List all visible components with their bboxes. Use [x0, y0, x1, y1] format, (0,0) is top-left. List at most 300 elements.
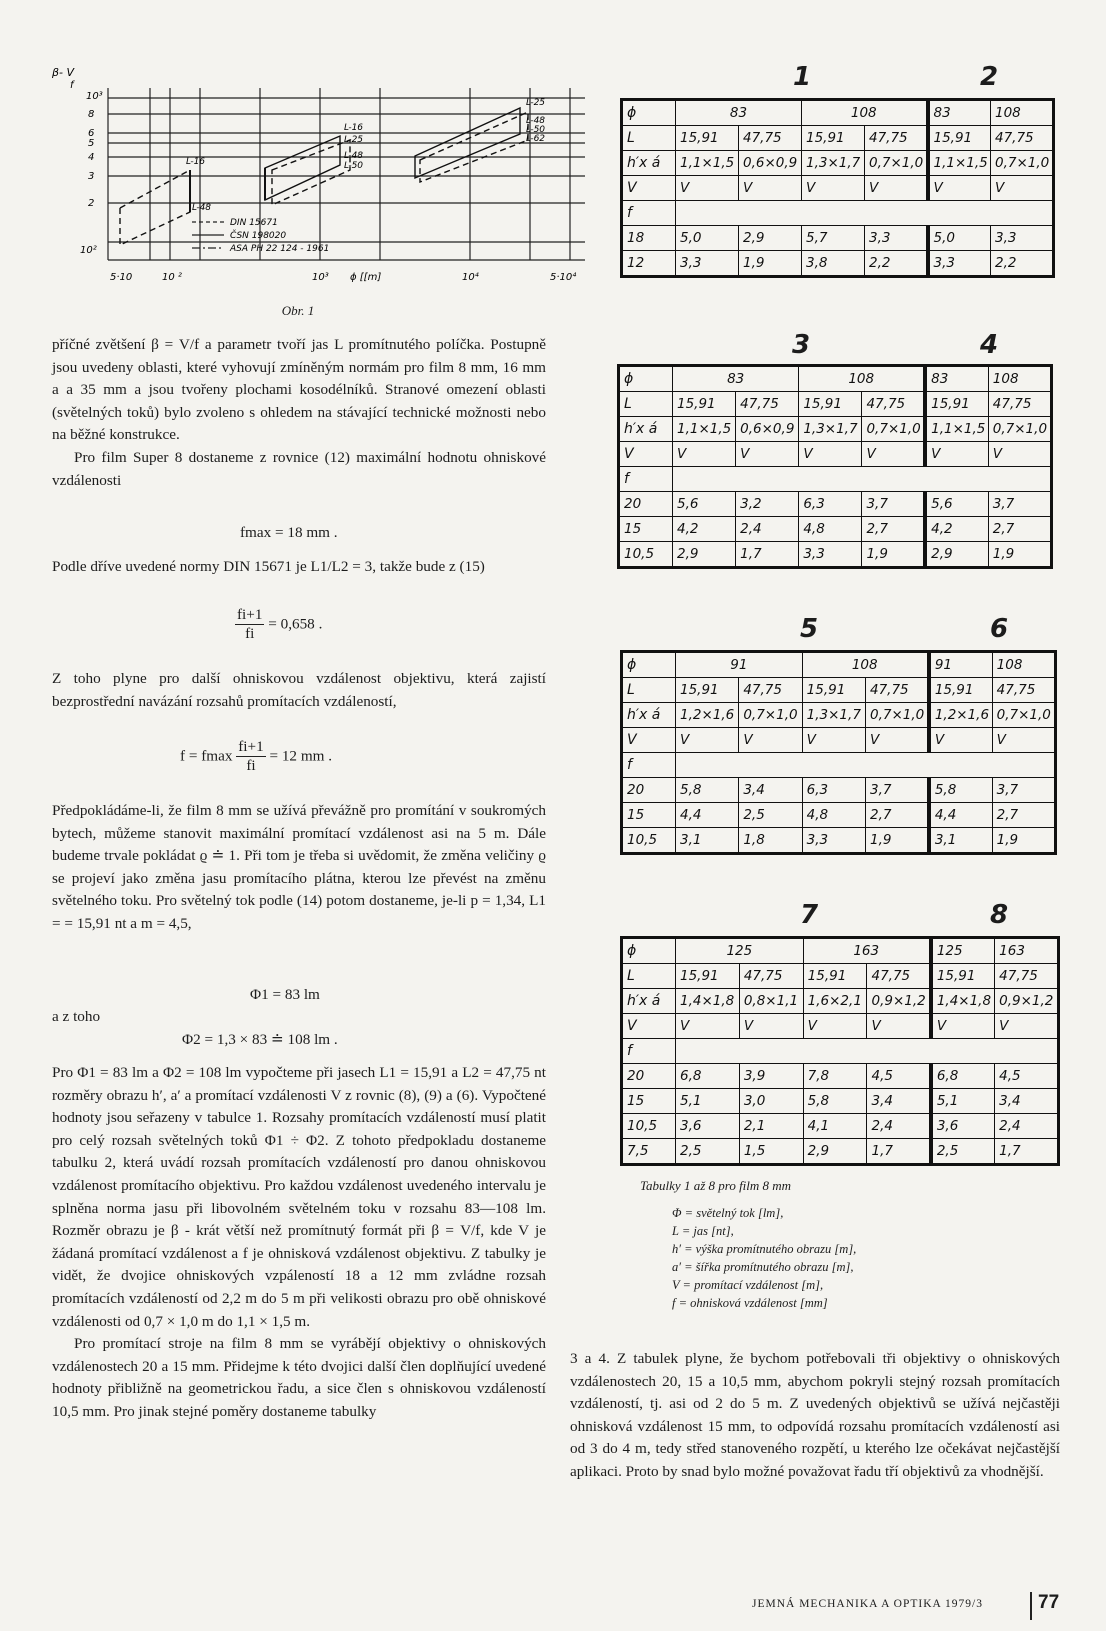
table-cell: 2,5: [931, 1139, 995, 1165]
table-cell: [673, 467, 1052, 492]
table-cell: 4,4: [676, 803, 739, 828]
table-cell: 4,5: [995, 1064, 1059, 1089]
table-cell: 20: [619, 492, 673, 517]
table-cell: 3,4: [739, 778, 802, 803]
table-cell: 2,5: [739, 803, 802, 828]
table-cell: 3,7: [988, 492, 1051, 517]
table-cell: 15: [622, 1089, 676, 1114]
table-cell: 1,3×1,7: [799, 417, 862, 442]
table-cell: 15,91: [676, 126, 739, 151]
table-cell: 83: [925, 366, 988, 392]
table-cell: 1,1×1,5: [673, 417, 736, 442]
table-cell: V: [622, 1014, 676, 1039]
text-az-toho: a z toho: [52, 1008, 101, 1025]
table-cell: 1,3×1,7: [802, 703, 865, 728]
table-cell: 3,6: [931, 1114, 995, 1139]
table-cell: 3,3: [928, 251, 991, 277]
table-cell: 20: [622, 778, 676, 803]
table-cell: 1,1×1,5: [676, 151, 739, 176]
table-row: [619, 467, 1052, 492]
table-cell: 3,4: [995, 1089, 1059, 1114]
table-cell: 91: [929, 652, 992, 678]
table-row: [619, 492, 1052, 517]
table-cell: 5,1: [931, 1089, 995, 1114]
curve-label: L-48: [192, 203, 212, 213]
table-number: 8: [990, 900, 1009, 930]
table-cell: 1,7: [867, 1139, 931, 1165]
table-cell: 3,9: [739, 1064, 803, 1089]
table-cell: 108: [988, 366, 1051, 392]
y-axis-label-top: β- V: [52, 66, 75, 79]
table-row: [622, 938, 1059, 964]
legend-definition: h′ = výška promítnutého obrazu [m],: [672, 1242, 857, 1256]
curve-label: L-48: [344, 151, 364, 161]
table-cell: 0,7×1,0: [862, 417, 925, 442]
y-tick-exp3: 10³: [86, 91, 103, 102]
table-cell: [676, 201, 1054, 226]
table-cell: 6,8: [931, 1064, 995, 1089]
table-cell: L: [622, 126, 676, 151]
table-cell: f: [622, 201, 676, 226]
table-cell: 0,7×1,0: [865, 151, 928, 176]
table-cell: 1,9: [862, 542, 925, 568]
table-cell: 1,6×2,1: [803, 989, 867, 1014]
equation-rest: = 12 mm .: [269, 747, 333, 765]
table-cell: 0,6×0,9: [736, 417, 799, 442]
curve-label: L-16: [344, 123, 364, 133]
y-tick: 3: [88, 171, 95, 182]
table-cell: V: [928, 176, 991, 201]
table-cell: 0,7×1,0: [988, 417, 1051, 442]
table-row: [622, 251, 1054, 277]
fraction-numerator: fi+1: [237, 606, 263, 623]
curve-label: L-25: [526, 98, 546, 108]
table-row: [619, 366, 1052, 392]
table-cell: V: [736, 442, 799, 467]
table-cell: V: [802, 176, 865, 201]
table-cell: 47,75: [739, 126, 802, 151]
table-cell: V: [799, 442, 862, 467]
table-cell: 15,91: [802, 678, 865, 703]
table-cell: 15: [619, 517, 673, 542]
equation-left: f = fmax: [180, 747, 233, 765]
table-cell: 1,1×1,5: [928, 151, 991, 176]
table-cell: 0,6×0,9: [739, 151, 802, 176]
symbol-legend: [672, 1204, 1032, 1312]
fraction-denominator: fi: [246, 757, 256, 774]
table-cell: 2,4: [995, 1114, 1059, 1139]
table-cell: 1,4×1,8: [676, 989, 740, 1014]
table-cell: 7,8: [803, 1064, 867, 1089]
table-row: [622, 1014, 1059, 1039]
table-cell: 108: [992, 652, 1055, 678]
table-cell: V: [988, 442, 1051, 467]
table-cell: 108: [799, 366, 925, 392]
table-cell: V: [676, 176, 739, 201]
left-column: [52, 800, 546, 936]
table-cell: 12: [622, 251, 676, 277]
table-cell: V: [622, 728, 676, 753]
table-cell: 5,6: [925, 492, 988, 517]
table-cell: 5,8: [803, 1089, 867, 1114]
table-cell: 2,5: [676, 1139, 740, 1165]
table-cell: V: [925, 442, 988, 467]
equation-phi2: Φ2 = 1,3 × 83 ≐ 108 lm .: [182, 1031, 338, 1048]
table-cell: 1,7: [736, 542, 799, 568]
tables-caption: Tabulky 1 až 8 pro film 8 mm: [640, 1178, 792, 1193]
table-cell: V: [992, 728, 1055, 753]
x-tick: 5·10: [110, 272, 133, 283]
table-cell: 3,8: [802, 251, 865, 277]
legend-definition: L = jas [nt],: [672, 1224, 734, 1238]
curve-label: L-50: [526, 125, 546, 135]
left-column: [52, 1062, 546, 1424]
x-tick: 5·10⁴: [550, 272, 577, 283]
equation-rest: = 0,658 .: [268, 615, 323, 633]
table-row: [622, 1114, 1059, 1139]
table-1-2: [620, 98, 1055, 278]
journal-footer: JEMNÁ MECHANIKA A OPTIKA 1979/3: [752, 1598, 983, 1610]
table-cell: 1,9: [992, 828, 1055, 854]
table-row: [622, 1064, 1059, 1089]
table-cell: 2,7: [992, 803, 1055, 828]
table-cell: 3,7: [865, 778, 928, 803]
table-cell: V: [867, 1014, 931, 1039]
table-row: [622, 753, 1056, 778]
table-cell: 5,7: [802, 226, 865, 251]
legend-definition: a′ = šířka promítnutého obrazu [m],: [672, 1260, 854, 1274]
table-cell: 47,75: [862, 392, 925, 417]
table-cell: V: [802, 728, 865, 753]
table-row: [622, 126, 1054, 151]
table-cell: f: [619, 467, 673, 492]
paragraph: Pro Φ1 = 83 lm a Φ2 = 108 lm vypočteme při jasech L1 = 15,91 a L2 = 47,75 nt rozměry obrazu h′, a′ a promítací vzdálenosti V z rovnic (8), (9) a (6). Vypočtené hodnoty jsou seřazeny v tabulce 1. Rozsahy promítacích vzdáleností musí platit pro celý rozsah světelných toků Φ1 ÷ Φ2. Z tohoto předpokladu dostaneme tabulku 2, která uvádí rozsah promítacích vzdáleností pro danou ohniskovou vzdálenost promítacího objektivu. Pro každou vzdálenost uvedeného intervalu je splněna norma jasu při libovolném světelném toku v rozsahu 83—108 lm. Rozměr obrazu je β - krát větší než promítnutý formát při β = V/f, kde V je žádaná promítací vzdálenost a f je ohnisková vzdálenost objektivu. Z tabulky je vidět, že dvojice ohniskových vzpáleností 18 a 12 mm zvládne rozsah promítacích vzdáleností od 2,2 m do 5 m při velikosti obrazu pro obě ohniskové vzdálenosti od 0,7 × 1,0 m do 1,1 × 1,5 m.: [52, 1064, 546, 1330]
table-cell: V: [673, 442, 736, 467]
table-3-4: [617, 364, 1053, 569]
table-cell: 18: [622, 226, 676, 251]
y-axis-label-bottom: f: [70, 80, 74, 91]
table-cell: 4,1: [803, 1114, 867, 1139]
table-cell: 3,3: [799, 542, 862, 568]
table-cell: 1,7: [995, 1139, 1059, 1165]
table-cell: 10,5: [619, 542, 673, 568]
table-row: [619, 392, 1052, 417]
table-row: [622, 678, 1056, 703]
table-row: [622, 989, 1059, 1014]
table-cell: 15: [622, 803, 676, 828]
legend-definition: f = ohnisková vzdálenost [mm]: [672, 1296, 828, 1310]
table-cell: 3,0: [739, 1089, 803, 1114]
table-row: [622, 703, 1056, 728]
table-row: [622, 100, 1054, 126]
table-cell: ϕ: [619, 366, 673, 392]
table-row: [622, 728, 1056, 753]
table-number: 3: [792, 330, 811, 360]
table-cell: 3,7: [862, 492, 925, 517]
table-cell: 1,2×1,6: [929, 703, 992, 728]
legend-definition: V = promítací vzdálenost [m],: [672, 1278, 824, 1292]
x-tick: 10 ²: [162, 272, 182, 283]
left-column: [52, 668, 546, 713]
table-cell: 15,91: [802, 126, 865, 151]
table-cell: 5,0: [676, 226, 739, 251]
table-cell: 0,7×1,0: [739, 703, 802, 728]
table-cell: 2,9: [673, 542, 736, 568]
table-cell: 1,8: [739, 828, 802, 854]
table-cell: 83: [676, 100, 802, 126]
table-cell: 47,75: [739, 964, 803, 989]
table-cell: 6,3: [802, 778, 865, 803]
table-7-8: [620, 936, 1060, 1166]
table-row: [622, 964, 1059, 989]
table-row: [622, 828, 1056, 854]
table-cell: 3,1: [676, 828, 739, 854]
table-cell: 15,91: [673, 392, 736, 417]
table-cell: 1,1×1,5: [925, 417, 988, 442]
table-cell: 4,2: [673, 517, 736, 542]
table-cell: 20: [622, 1064, 676, 1089]
table-row: [622, 176, 1054, 201]
table-cell: h′x á: [622, 703, 676, 728]
table-cell: 125: [676, 938, 804, 964]
table-row: [622, 151, 1054, 176]
fraction-numerator: fi+1: [238, 738, 264, 755]
table-cell: 3,2: [736, 492, 799, 517]
table-cell: 5,8: [676, 778, 739, 803]
table-row: [622, 201, 1054, 226]
legend-item: ČSN 198020: [230, 231, 287, 241]
curve-label: L-48: [526, 116, 546, 126]
table-cell: 0,9×1,2: [995, 989, 1059, 1014]
table-cell: 0,7×1,0: [992, 703, 1055, 728]
table-cell: 15,91: [928, 126, 991, 151]
legend-item: ASA PH 22 124 - 1961: [230, 244, 330, 254]
y-tick: 8: [88, 109, 95, 120]
table-cell: 91: [676, 652, 803, 678]
table-row: [622, 1089, 1059, 1114]
table-cell: 2,7: [865, 803, 928, 828]
table-cell: 15,91: [676, 964, 740, 989]
y-tick: 4: [88, 152, 95, 163]
table-row: [622, 1039, 1059, 1064]
table-cell: V: [739, 1014, 803, 1039]
x-tick: 10³: [312, 272, 329, 283]
table-cell: 4,8: [802, 803, 865, 828]
table-cell: 108: [802, 652, 929, 678]
table-row: [619, 442, 1052, 467]
table-cell: 47,75: [992, 678, 1055, 703]
table-row: [622, 778, 1056, 803]
paragraph: příčné zvětšení β = V/f a parametr tvoří jas L promítnutého políčka. Postupně jsou uvedeny oblasti, které vyhovují zmíněným normám pro film 8 mm, 16 mm a a 35 mm a jsou tvořeny plochami kosodélníků. Stranové omezení oblasti (světelných toků) bylo zvoleno s ohledem na stávající technické možnosti nebo na běžné konstrukce.: [52, 336, 546, 444]
equation-phi1: Φ1 = 83 lm: [250, 986, 320, 1003]
table-cell: 15,91: [676, 678, 739, 703]
table-cell: L: [619, 392, 673, 417]
table-row: [622, 1139, 1059, 1165]
table-cell: 2,9: [803, 1139, 867, 1165]
table-cell: V: [995, 1014, 1059, 1039]
table-cell: 3,3: [802, 828, 865, 854]
table-cell: 5,1: [676, 1089, 740, 1114]
table-cell: 2,7: [988, 517, 1051, 542]
table-cell: 1,9: [988, 542, 1051, 568]
legend-item: DIN 15671: [230, 218, 278, 228]
table-cell: 2,7: [862, 517, 925, 542]
table-cell: L: [622, 964, 676, 989]
table-cell: 2,2: [865, 251, 928, 277]
table-cell: 2,9: [739, 226, 802, 251]
table-cell: 5,6: [673, 492, 736, 517]
table-cell: V: [991, 176, 1054, 201]
figure-caption: Obr. 1: [281, 303, 315, 318]
table-row: [622, 652, 1056, 678]
paragraph: Pro promítací stroje na film 8 mm se vyrábějí objektivy o ohniskových vzdálenostech 20 a 15 mm. Přidejme k této dvojici další člen doplňující uvedené hodnoty přibližně na geometrickou řadu, a sice člen s ohniskovou vzdáleností 10,5 mm. Pro jinak stejné poměry dostaneme tabulky: [52, 1335, 546, 1420]
table-cell: 47,75: [739, 678, 802, 703]
table-number: 6: [990, 614, 1009, 644]
equation-ratio: [235, 606, 322, 643]
table-cell: 4,4: [929, 803, 992, 828]
table-cell: ϕ: [622, 100, 676, 126]
table-cell: 5,8: [929, 778, 992, 803]
table-cell: 47,75: [865, 678, 928, 703]
table-cell: 2,4: [867, 1114, 931, 1139]
table-cell: 3,3: [676, 251, 739, 277]
table-cell: 3,3: [991, 226, 1054, 251]
table-cell: V: [931, 1014, 995, 1039]
table-cell: 3,3: [865, 226, 928, 251]
table-cell: 2,4: [736, 517, 799, 542]
curve-label: L-16: [186, 157, 206, 167]
y-tick: 2: [88, 198, 95, 209]
table-cell: 0,7×1,0: [991, 151, 1054, 176]
y-tick: 6: [88, 128, 95, 139]
table-cell: V: [803, 1014, 867, 1039]
equation-fmax: fmax = 18 mm .: [240, 524, 338, 541]
table-cell: f: [622, 753, 676, 778]
table-cell: 15,91: [929, 678, 992, 703]
table-cell: V: [865, 728, 928, 753]
table-cell: 47,75: [736, 392, 799, 417]
table-row: [619, 542, 1052, 568]
table-cell: 1,5: [739, 1139, 803, 1165]
table-cell: V: [676, 728, 739, 753]
table-cell: L: [622, 678, 676, 703]
table-cell: V: [622, 176, 676, 201]
figure-1-chart: [50, 60, 605, 295]
table-cell: V: [676, 1014, 740, 1039]
table-row: [619, 517, 1052, 542]
table-cell: 163: [995, 938, 1059, 964]
table-5-6: [620, 650, 1057, 855]
table-cell: h′x á: [619, 417, 673, 442]
table-cell: 1,2×1,6: [676, 703, 739, 728]
table-cell: 2,9: [925, 542, 988, 568]
table-number: 4: [980, 330, 999, 360]
table-cell: 10,5: [622, 1114, 676, 1139]
table-cell: 1,9: [865, 828, 928, 854]
table-cell: V: [739, 728, 802, 753]
table-cell: 10,5: [622, 828, 676, 854]
table-cell: V: [739, 176, 802, 201]
paragraph: 3 a 4. Z tabulek plyne, že bychom potřebovali tři objektivy o ohniskových vzdálenostech 20, 15 a 10,5 mm, abychom pokryli stejný rozsah promítacích vzdáleností, tj. asi od 2 do 5 m. Z uvedených objektivů se užívá nejčastěji ohnisková vzdálenost 15 mm, to odpovídá rozsahu promítacích vzdáleností asi od 3 do 4 m, tedy střed stanoveného rozpětí, u kterého lze očekávat nejčastější aplikaci. Proto by snad bylo možné považovat řadu tří objektivů za vhodnější.: [570, 1350, 1060, 1480]
curve-label: L-50: [344, 161, 364, 171]
table-cell: ϕ: [622, 938, 676, 964]
left-column: [52, 334, 546, 492]
table-cell: 2,2: [991, 251, 1054, 277]
table-cell: 163: [803, 938, 931, 964]
table-cell: 4,5: [867, 1064, 931, 1089]
table-cell: V: [865, 176, 928, 201]
table-row: [622, 226, 1054, 251]
table-cell: 108: [802, 100, 928, 126]
page-number: 77: [1038, 1592, 1060, 1613]
table-number: 2: [980, 62, 999, 92]
table-cell: [676, 1039, 1059, 1064]
table-cell: 2,1: [739, 1114, 803, 1139]
table-cell: 125: [931, 938, 995, 964]
table-number: 5: [800, 614, 819, 644]
table-cell: 83: [928, 100, 991, 126]
curve-label: L-25: [344, 135, 364, 145]
table-cell: 7,5: [622, 1139, 676, 1165]
x-axis-label: ϕ [[m]: [350, 272, 382, 283]
paragraph: Pro film Super 8 dostaneme z rovnice (12) maximální hodnotu ohniskové vzdálenosti: [52, 448, 546, 489]
table-cell: 1,4×1,8: [931, 989, 995, 1014]
table-row: [619, 417, 1052, 442]
equation-f: [180, 738, 332, 775]
table-cell: V: [862, 442, 925, 467]
table-cell: f: [622, 1039, 676, 1064]
table-cell: 83: [673, 366, 799, 392]
table-cell: 4,8: [799, 517, 862, 542]
table-cell: [676, 753, 1056, 778]
table-cell: 0,7×1,0: [865, 703, 928, 728]
table-number: 1: [793, 62, 812, 92]
right-column: [570, 1348, 1060, 1484]
fraction-denominator: fi: [245, 625, 255, 642]
table-cell: 108: [991, 100, 1054, 126]
table-cell: h′x á: [622, 989, 676, 1014]
table-cell: 4,2: [925, 517, 988, 542]
y-tick: 5: [88, 138, 95, 149]
paragraph: Z toho plyne pro další ohniskovou vzdálenost objektivu, která zajistí bezprostřední navázání rozsahů promítacích vzdáleností,: [52, 670, 546, 710]
table-cell: 1,3×1,7: [802, 151, 865, 176]
table-cell: 47,75: [991, 126, 1054, 151]
paragraph: Předpokládáme-li, že film 8 mm se užívá převážně pro promítání v soukromých bytech, můžeme stanovit maximální promítací vzdálenost asi na 5 m. Dále budeme trvale pokládat ϱ ≐ 1. Při tom je třeba si uvědomit, že změna veličiny ϱ se projeví jako změna jasu promítacího plátna, kterou lze převést na změnu světelného toku. Pro světelný tok podle (14) potom dostaneme, je-li p = 1,34, L1 = = 15,91 nt a m = 4,5,: [52, 802, 546, 932]
table-cell: 3,1: [929, 828, 992, 854]
footer-divider: [1030, 1592, 1032, 1620]
table-cell: 15,91: [803, 964, 867, 989]
table-cell: 5,0: [928, 226, 991, 251]
table-cell: 3,4: [867, 1089, 931, 1114]
y-tick-exp2: 10²: [80, 245, 97, 256]
paragraph: Podle dříve uvedené normy DIN 15671 je L1/L2 = 3, takže bude z (15): [52, 558, 485, 575]
x-tick: 10⁴: [462, 272, 479, 283]
table-cell: 47,75: [988, 392, 1051, 417]
table-cell: ϕ: [622, 652, 676, 678]
table-cell: 15,91: [931, 964, 995, 989]
table-cell: 0,8×1,1: [739, 989, 803, 1014]
table-cell: 15,91: [799, 392, 862, 417]
table-cell: 1,9: [739, 251, 802, 277]
table-cell: 47,75: [995, 964, 1059, 989]
table-cell: 3,7: [992, 778, 1055, 803]
table-cell: V: [929, 728, 992, 753]
table-cell: 47,75: [867, 964, 931, 989]
left-column: [52, 556, 546, 579]
table-number: 7: [800, 900, 819, 930]
table-cell: 6,3: [799, 492, 862, 517]
table-cell: 0,9×1,2: [867, 989, 931, 1014]
